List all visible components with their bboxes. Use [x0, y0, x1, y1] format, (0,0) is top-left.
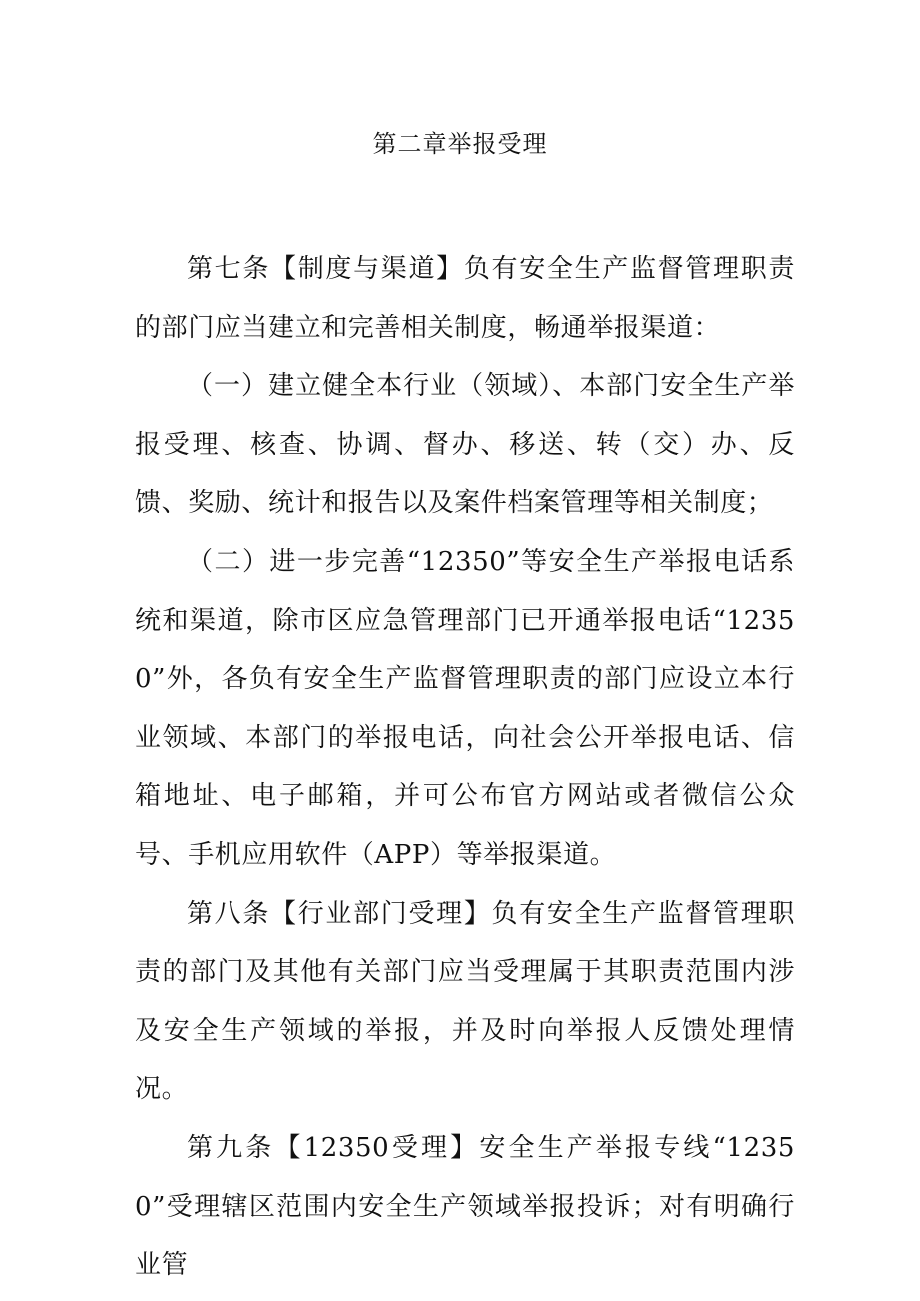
article-9-paragraph: 第九条【12350受理】安全生产举报专线“12350”受理辖区范围内安全生产领域举报投诉；对有明确行业管: [135, 1132, 795, 1281]
article-8-paragraph: 第八条【行业部门受理】负有安全生产监督管理职责的部门及其他有关部门应当受理属于其职责范围内涉及安全生产领域的举报，并及时向举报人反馈处理情况。: [135, 898, 795, 1105]
chapter-title: 第二章举报受理: [372, 130, 548, 158]
document-body: [135, 240, 795, 1295]
article-7-item-2: （二）进一步完善“12350”等安全生产举报电话系统和渠道，除市区应急管理部门已开通举报电话“12350”外，各负有安全生产监督管理职责的部门应设立本行业领域、本部门的举报电话，向社会公开举报电话、信箱地址、电子邮箱，并可公布官方网站或者微信公众号、手机应用软件（APP）等举报渠道。: [135, 546, 795, 870]
article-7-item-1: （一）建立健全本行业（领域）、本部门安全生产举报受理、核查、协调、督办、移送、转（交）办、反馈、奖励、统计和报告以及案件档案管理等相关制度；: [135, 371, 795, 519]
article-7-paragraph: 第七条【制度与渠道】负有安全生产监督管理职责的部门应当建立和完善相关制度，畅通举报渠道：: [135, 254, 795, 343]
